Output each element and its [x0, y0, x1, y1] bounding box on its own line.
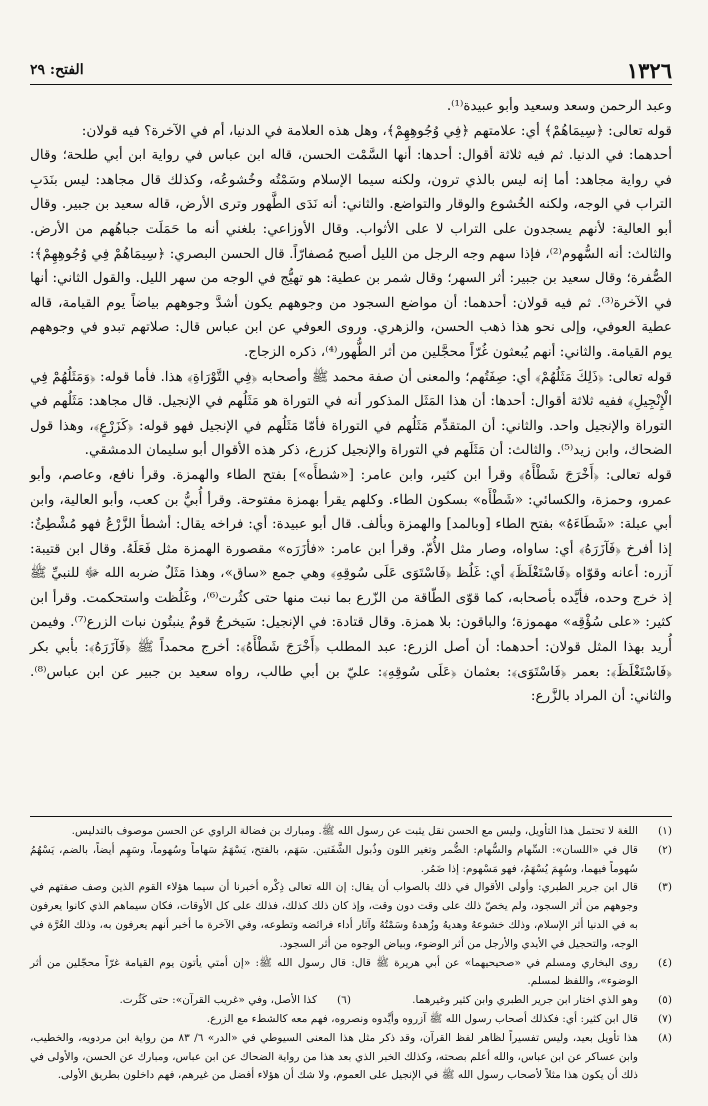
page-header: [30, 58, 672, 84]
footnote-number: (١): [658, 825, 672, 837]
footnote-text: قال ابن جرير الطبري: وأولى الأقوال في ذلك بالصواب أن يقال: إن الله تعالى ذِكْره أخبرنا أن سيما هؤلاء القوم الذين وصف صفتهم في وجوههم من أثر السجود، ولم يخصّ ذلك على وقت دون وقت، وإذ كان ذلك كذلك، فذلك على كل الأوقات، فكان سيماهم الذي كانوا يعرفون به في الدنيا أثر الإسلام، وذلك خشوعهُ وهديهُ وزُهدهُ وسَمْتُهُ وآثار أداء فرائضه وتطوعه، وفي الآخرة ما أخبر أنهم يعرفون به، وذلك الغُرَّة في الوجه، والتحجيل في الأيدي والأرجل من أثر الوضوء، وبياض الوجوه من أثر السجود.: [30, 881, 638, 950]
paragraph: وعبد الرحمن وسعد وسعيد وأبو عبيدة⁽¹⁾.: [446, 98, 672, 114]
footnote-text: روى البخاري ومسلم في «صحيحيهما» عن أبي هريرة ﷺ قال: قال رسول الله ﷺ: «إن أمتي يأتون يوم القيامة غرّاً محجّلين من أثر الوضوء»، واللفظ لمسلم.: [30, 956, 638, 988]
footnote-number: (٣): [658, 881, 672, 894]
footnote-rule: [30, 816, 672, 817]
footnote-text: وهو الذي اختار ابن جرير الطبري وابن كثير وغيرهما.: [412, 994, 638, 1007]
main-text: [30, 94, 672, 709]
footnotes: [30, 822, 672, 1085]
paragraph: قوله تعالى: ﴿أَخْرَجَ شَطْأَهُ﴾ وقرأ ابن كثير، وابن عامر: [«شطأَه»] بفتح الطاء والهمزة. وقرأ نافع، وعاصم، وأبو عمرو، وحمزة، والكسائي: «شَطْأَه» بسكون الطاء. وكلهم يقرأ بهمزة مفتوحة. وقرأ أُبيُّ بن كعب، وأبو العالية، وابن أبي عبلة: «شَطَاءَهُ» بفتح الطاء [وبالمد] والهمزة وبألف. قال أبو عبيدة: أي: فراخه يقال: أشطأ الزَّرْعُ فهو مُشْطِئٌ: إذا أفرخ ﴿فَآزَرَهُ﴾ أي: ساواه، وصار مثل الأُمّ. وقرأ ابن عامر: «فأزَرَه» مقصورة الهمزة مثل فَعَلَهُ. وقال ابن قتيبة: آزره: أعانه وقوّاه ﴿فَاسْتَغْلَظَ﴾ أي: غَلُظ ﴿فَاسْتَوَى عَلَى سُوقِهِ﴾ وهي جمع «ساق»، وهذا مَثَلٌ ضربه الله ﷻ للنبيِّ ﷺ إذ خرج وحده، فأيَّده بأصحابه، كما قوّى الطّاقة من الزّرع بما نبت منها حتى كثُرت⁽⁶⁾، وغَلُظت واستحكمت. وقرأ ابن كثير: «على سُؤْقِه» مهموزة؛ والباقون: بلا همزة. وقال قتادة: في الإنجيل: سَيخرجُ قومٌ ينبتُون نبات الزرع⁽⁷⁾. وفيمن أُريد بهذا المثل قولان: أحدهما: أن أصل الزرع: عبد المطلب ﴿أَخْرَجَ شَطْأَهُ﴾: أخرج محمداً ﷺ ﴿فَآزَرَهُ﴾: بأبي بكر ﴿فَاسْتَغْلَظَ﴾: بعمر ﴿فَاسْتَوَى﴾: بعثمان ﴿عَلَى سُوقِهِ﴾: عليّ بن أبي طالب، رواه سعيد بن جبير عن ابن عباس⁽⁸⁾. والثاني: أن المراد بالزَّرع:: [30, 466, 673, 705]
footnote: [30, 991, 672, 1010]
footnote: [30, 822, 672, 841]
footnote-number: (٤): [658, 956, 672, 969]
footnote: [30, 1029, 672, 1085]
footnote-text: كذا الأصل، وفي «غريب القرآن»: حتى كَثُرت.: [119, 994, 317, 1007]
footnote-text: اللغة لا تحتمل هذا التأويل، وليس مع الحسن نقل يثبت عن رسول الله ﷺ. ومبارك بن فضالة الراوي عن الحسن موصوف بالتدليس.: [71, 825, 638, 837]
header-rule: [30, 84, 672, 85]
paragraph: قوله تعالى: ﴿سِيمَاهُمْ﴾ أي: علامتهم ﴿فِي وُجُوهِهِمْ﴾، وهل هذه العلامة في الدنيا، أم في الآخرة؟ فيه قولان:: [81, 122, 672, 139]
footnote-number: (٨): [658, 1031, 672, 1044]
footnote-number: (٦): [337, 994, 351, 1007]
footnote: [30, 878, 672, 953]
footnote: [30, 1010, 672, 1029]
surah-reference: الفتح: ٢٩: [30, 62, 84, 78]
footnote: [30, 841, 672, 879]
page-number: ١٣٢٦: [626, 58, 672, 83]
paragraph: قوله تعالى: ﴿ذَلِكَ مَثَلُهُمْ﴾ أي: صِفَتُهم؛ والمعنى أن صفة محمد ﷺ وأصحابه ﴿فِي التَّوْرَاةِ﴾ هذا. فأما قوله: ﴿وَمَثَلُهُمْ فِي الْإِنْجِيلِ﴾ ففيه ثلاثة أقوال: أحدها: أن هذا المَثَل المذكور أنه في التوراة هو مَثَلُهم في الإنجيل. قال مجاهد: مَثَلُهم في التوراة والإنجيل واحد. والثاني: أن المتقدِّم مَثَلُهم في التوراة فأمّا مَثَلُهم في الإنجيل فهو قوله: ﴿كَزَرْعٍ﴾، وهذا قول الضحاك، وابن زيد⁽⁵⁾. والثالث: أن مَثَلَهم في التوراة والإنجيل كزرع، ذكر هذه الأقوال أبو سليمان الدمشقي.: [30, 368, 672, 459]
footnote-text: هذا تأويل بعيد، وليس تفسيراً لظاهر لفظ القرآن، وقد ذكر مثل هذا المعنى السيوطي في «الدر» ٦/ ٨٣ من رواية ابن مردويه، والخطيب، وابن عساكر عن ابن عباس، والله أعلم بصحته، وكذلك الخبر الذي بعد هذا من رواية الضحاك عن ابن عباس، ومبارك عن الحسن، والأولى في ذلك أن يكون هذا مثلاً لأصحاب رسول الله ﷺ في الإنجيل على العموم، ولا شك أن هؤلاء أفضل من غيرهم، فهم داخلون بطريق الأولى.: [30, 1031, 639, 1082]
paragraph: أحدهما: في الدنيا. ثم فيه ثلاثة أقوال: أحدها: أنها السَّمْت الحسن، قاله ابن عباس في رواية ابن أبي طلحة؛ وقال في رواية مجاهد: أما إنه ليس بالذي ترون، ولكنه سيما الإسلام وسَمْتُه وخُشوعُه، وكذلك قال مجاهد: ليس بنَدَبِ التراب في الوجه، ولكنه الخُشوع والوقار والتواضع. والثاني: أنه نَدَى الطَّهور وترى الأرض، قاله سعيد بن جبير. وقال أبو العالية: لأنهم يسجدون على التراب لا على الأثواب. وقال الأوزاعي: بلغني أنه ما حَمَلَت جباهُهم من الأرض. والثالث: أنه السُّهوم⁽²⁾، فإذا سهم وجه الرجل من الليل أصبح مُصفارّاً. قال الحسن البصري: ﴿سِيمَاهُمْ فِي وُجُوهِهِمْ﴾: الصُّفرة؛ وقال سعيد بن جبير: أثر السهر؛ وقال شمر بن عطية: هو تهيُّج في الوجه من سهر الليل. والقول الثاني: أنها في الآخرة⁽³⁾. ثم فيه قولان: أحدهما: أن مواضع السجود من وجوههم يكون أشدَّ وجوههم بياضاً يوم القيامة، قاله عطية العوفي، وإلى نحو هذا ذهب الحسن، والزهري. وروى العوفي عن ابن عباس قال: صلاتهم تبدو في وجوههم يوم القيامة. والثاني: أنهم يُبعثون غُرّاً محجَّلين من أثر الطُّهور⁽⁴⁾، ذكره الزجاج.: [30, 147, 672, 360]
footnote: [30, 954, 672, 992]
footnote-text: قال في «اللسان»: السِّهام والسُّهام: الضُّمر وتغير اللون وذُبول الشَّفَتين. سَهَم، بالفتح، يَسْهَمُ سَهاماً وسُهوماً، وسَهِم أيضاً، بالضم، يَسْهُمُ سُهوماً فيهما، وسُهِمَ يُسْهَمُ، فهو مَسْهوم: إذا ضَمُر.: [30, 843, 638, 875]
footnote-number: (٥): [658, 994, 672, 1007]
footnote-number: (٧): [658, 1012, 672, 1025]
footnote-number: (٢): [658, 843, 672, 856]
footnote-text: قال ابن كثير: أي: فكذلك أصحاب رسول الله ﷺ آزروه وأيَّدوه ونصروه، فهم معه كالشطء مع الزرع.: [206, 1012, 638, 1025]
